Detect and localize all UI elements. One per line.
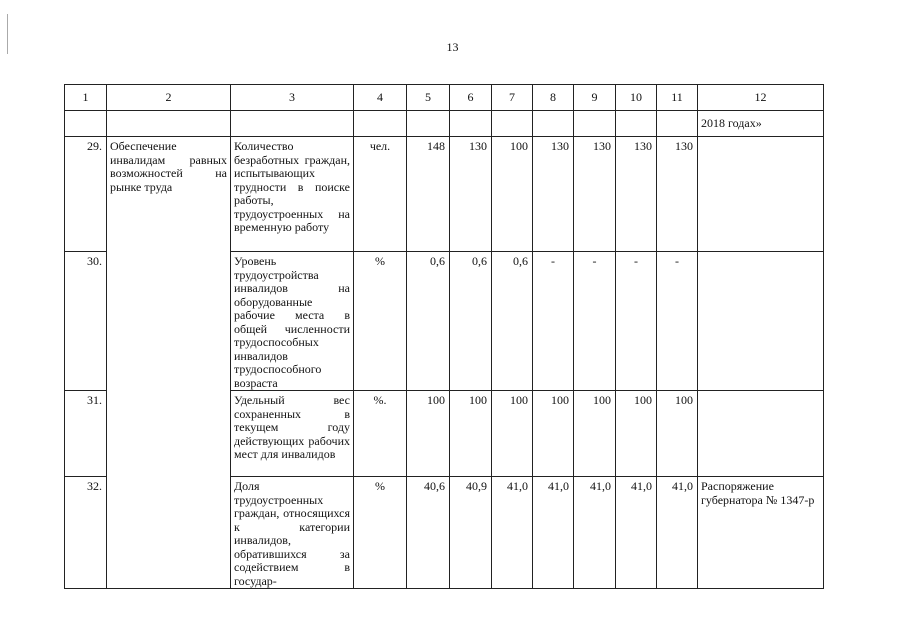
value-cell: - [616,252,657,391]
row-number: 29. [65,137,107,252]
column-number: 4 [354,85,407,111]
basis-cell [698,252,824,391]
continuation-row [65,111,824,137]
unit-cell: чел. [354,137,407,252]
empty-cell [407,111,450,137]
value-cell: 0,6 [450,252,492,391]
value-cell: - [657,252,698,391]
value-cell: - [533,252,574,391]
column-number: 12 [698,85,824,111]
empty-cell [657,111,698,137]
empty-cell [231,111,354,137]
unit-cell: % [354,477,407,589]
indicator-text: Доля трудоустроенных граждан, относящихся к категории инвалидов, обратившихся за содействием в государ- [231,477,354,589]
column-number: 10 [616,85,657,111]
basis-cell [698,137,824,252]
column-number: 1 [65,85,107,111]
value-cell: - [574,252,616,391]
column-number: 7 [492,85,533,111]
continuation-text: 2018 годах» [698,111,824,137]
row-number: 32. [65,477,107,589]
basis-cell [698,391,824,477]
empty-cell [574,111,616,137]
value-cell: 0,6 [492,252,533,391]
column-number: 5 [407,85,450,111]
indicators-table [64,84,824,589]
value-cell: 130 [450,137,492,252]
value-cell: 100 [533,391,574,477]
value-cell: 100 [657,391,698,477]
column-number: 9 [574,85,616,111]
empty-cell [107,111,231,137]
column-number: 2 [107,85,231,111]
empty-cell [65,111,107,137]
column-number: 8 [533,85,574,111]
page-number: 13 [446,40,459,54]
row-number: 31. [65,391,107,477]
column-number: 6 [450,85,492,111]
unit-cell: %. [354,391,407,477]
empty-cell [533,111,574,137]
empty-cell [450,111,492,137]
column-number: 3 [231,85,354,111]
value-cell: 40,6 [407,477,450,589]
value-cell: 100 [407,391,450,477]
value-cell: 100 [492,391,533,477]
row-number: 30. [65,252,107,391]
value-cell: 130 [533,137,574,252]
indicator-text: Уровень трудоустройства инвалидов на оборудованные рабочие места в общей численности трудоспособных инвалидов трудоспособного возраста [231,252,354,391]
value-cell: 41,0 [574,477,616,589]
table-row [65,137,824,252]
value-cell: 148 [407,137,450,252]
column-number: 11 [657,85,698,111]
group-label: Обеспечение инвалидам равных возможностей на рынке труда [107,137,231,589]
value-cell: 41,0 [492,477,533,589]
value-cell: 41,0 [533,477,574,589]
empty-cell [354,111,407,137]
basis-cell: Распоряжение губернатора № 1347-р [698,477,824,589]
value-cell: 130 [574,137,616,252]
value-cell: 100 [574,391,616,477]
unit-cell: % [354,252,407,391]
value-cell: 41,0 [616,477,657,589]
value-cell: 130 [616,137,657,252]
value-cell: 130 [657,137,698,252]
value-cell: 100 [492,137,533,252]
column-number-row [65,85,824,111]
value-cell: 40,9 [450,477,492,589]
empty-cell [616,111,657,137]
value-cell: 100 [450,391,492,477]
indicator-text: Удельный вес сохраненных в текущем году действующих рабочих мест для инвалидов [231,391,354,477]
value-cell: 100 [616,391,657,477]
value-cell: 0,6 [407,252,450,391]
empty-cell [492,111,533,137]
indicator-text: Количество безработных граждан, испытывающих трудности в поиске работы, трудоустроенных на временную работу [231,137,354,252]
value-cell: 41,0 [657,477,698,589]
